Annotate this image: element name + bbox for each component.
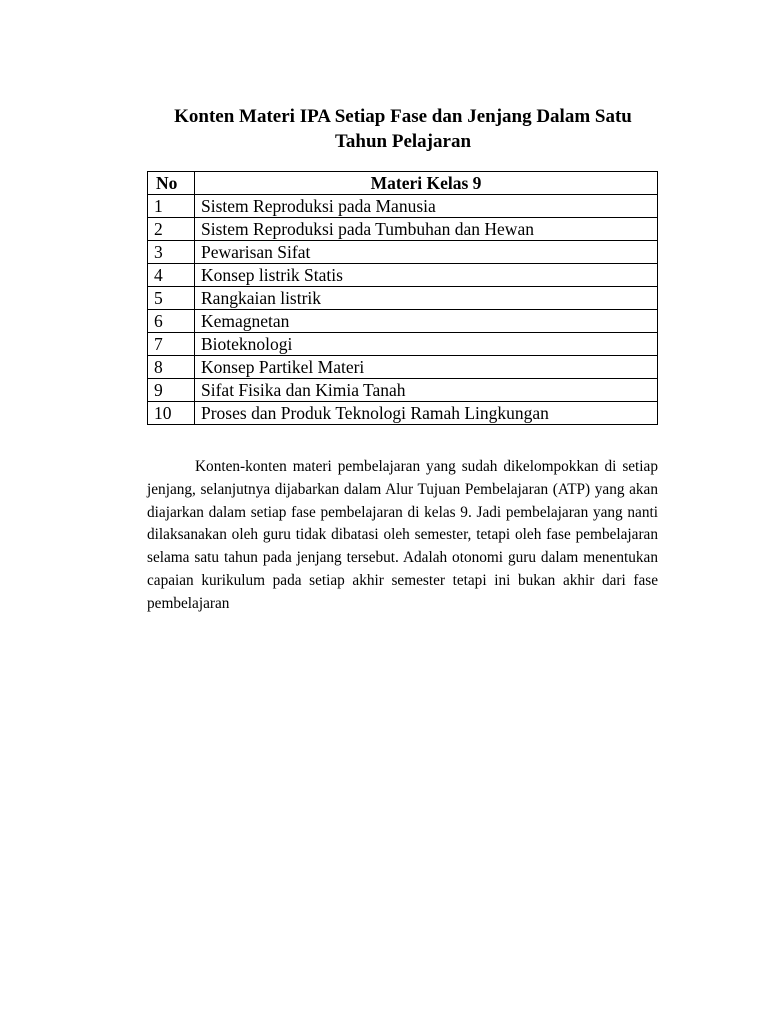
table-row [148,402,658,425]
header-no: No [148,172,195,195]
page-title-line-2: Tahun Pelajaran [334,131,472,152]
body-paragraph: Konten-konten materi pembelajaran yang sudah dikelompokkan di setiap jenjang, selanjutnya dijabarkan dalam Alur Tujuan Pembelajaran (ATP) yang akan diajarkan dalam setiap fase pembelajaran di kelas 9. Jadi pembelajaran yang nanti dilaksanakan oleh guru tidak dibatasi oleh semester, tetapi oleh fase pembelajaran selama satu tahun pada jenjang tersebut. Adalah otonomi guru dalam menentukan capaian kurikulum pada setiap akhir semester tetapi ini bukan akhir dari fase pembelajaran [147,458,658,612]
row-materi: Sifat Fisika dan Kimia Tanah [195,379,658,402]
row-number: 8 [148,356,195,379]
row-materi: Sistem Reproduksi pada Manusia [195,195,658,218]
row-number: 7 [148,333,195,356]
table-row [148,218,658,241]
page-title-line-1: Konten Materi IPA Setiap Fase dan Jenjang Dalam Satu [174,106,632,127]
table-row [148,264,658,287]
table-row [148,333,658,356]
table-row [148,310,658,333]
row-number: 9 [148,379,195,402]
materi-table [147,171,658,425]
row-number: 6 [148,310,195,333]
row-materi: Pewarisan Sifat [195,241,658,264]
table-row [148,287,658,310]
header-materi: Materi Kelas 9 [195,172,658,195]
row-number: 5 [148,287,195,310]
row-number: 1 [148,195,195,218]
table-row [148,195,658,218]
row-materi: Sistem Reproduksi pada Tumbuhan dan Hewan [195,218,658,241]
table-header-row [148,172,658,195]
table-row [148,379,658,402]
row-materi: Konsep listrik Statis [195,264,658,287]
row-materi: Proses dan Produk Teknologi Ramah Lingkungan [195,402,658,425]
table-row [148,356,658,379]
row-number: 3 [148,241,195,264]
page-title [148,104,658,154]
row-number: 10 [148,402,195,425]
row-materi: Rangkaian listrik [195,287,658,310]
table-row [148,241,658,264]
row-materi: Kemagnetan [195,310,658,333]
row-materi: Bioteknologi [195,333,658,356]
row-number: 2 [148,218,195,241]
row-materi: Konsep Partikel Materi [195,356,658,379]
row-number: 4 [148,264,195,287]
